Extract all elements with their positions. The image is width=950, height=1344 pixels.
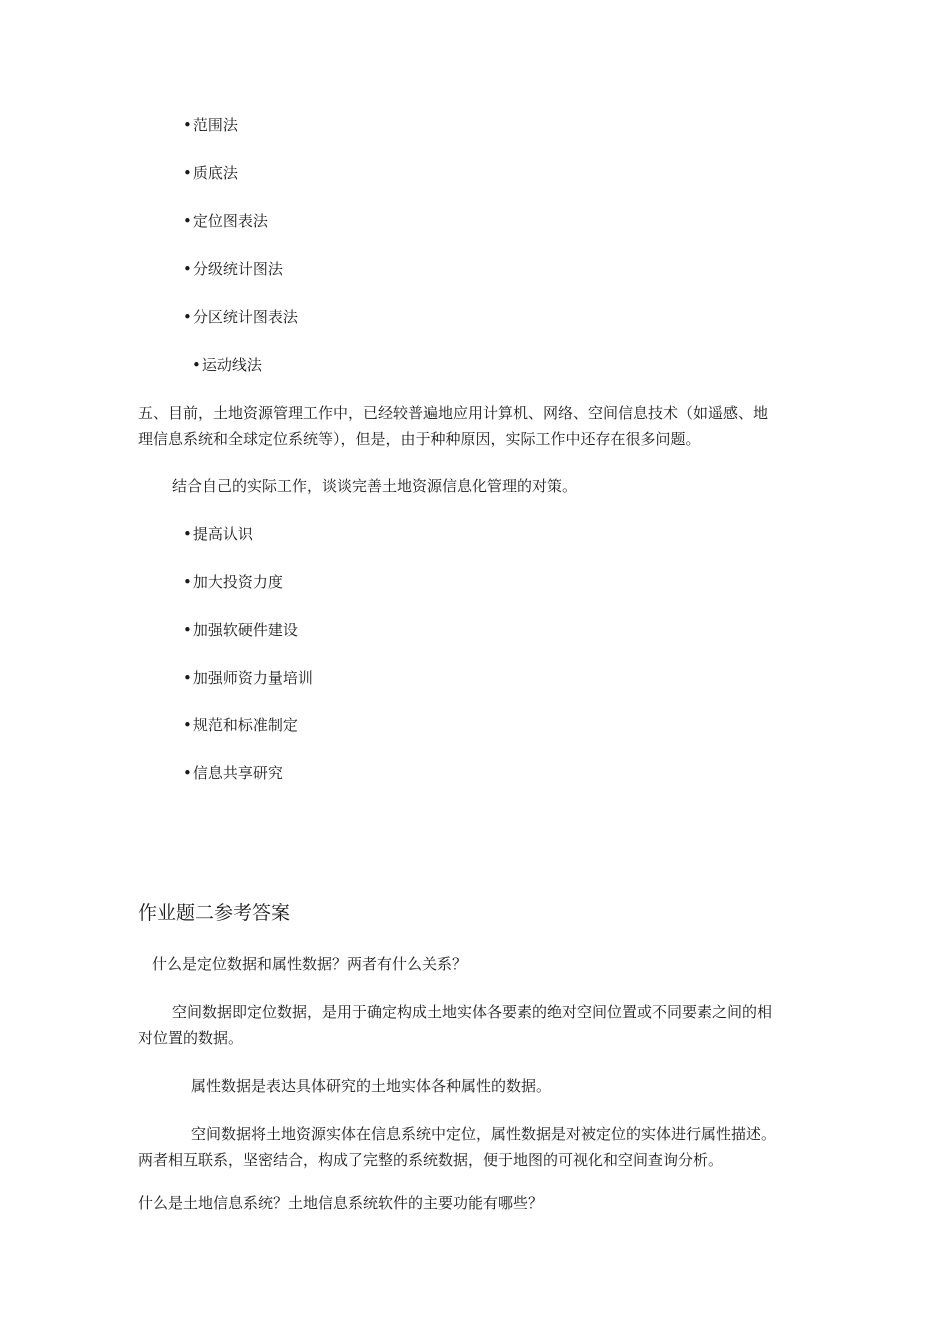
list-item: • 加大投资力度 — [183, 572, 283, 592]
question-2: 什么是土地信息系统？土地信息系统软件的主要功能有哪些？ — [138, 1194, 544, 1212]
paragraph-2: 属性数据是表达具体研究的土地实体各种属性的数据。 — [191, 1077, 552, 1095]
question-five-prompt: 结合自己的实际工作，谈谈完善土地资源信息化管理的对策。 — [172, 477, 578, 495]
list-item: • 加强软硬件建设 — [183, 620, 298, 640]
list-item: • 提高认识 — [183, 524, 253, 544]
list-item: • 信息共享研究 — [183, 763, 283, 783]
list-item: • 质底法 — [183, 163, 238, 183]
list-item: • 分区统计图表法 — [183, 307, 298, 327]
paragraph-1-line-1: 空间数据即定位数据，是用于确定构成土地实体各要素的绝对空间位置或不同要素之间的相 — [172, 1003, 773, 1021]
question-1: 什么是定位数据和属性数据？两者有什么关系？ — [152, 955, 468, 973]
question-five-line-1: 五、目前，土地资源管理工作中，已经较普遍地应用计算机、网络、空间信息技术（如遥感、地 — [138, 404, 769, 422]
list-item: • 范围法 — [183, 115, 238, 135]
list-item: • 分级统计图法 — [183, 259, 283, 279]
paragraph-1-line-2: 对位置的数据。 — [138, 1029, 244, 1047]
paragraph-3-line-2: 两者相互联系，坚密结合，构成了完整的系统数据，便于地图的可视化和空间查询分析。 — [138, 1151, 724, 1169]
question-five-line-2: 理信息系统和全球定位系统等），但是，由于种种原因，实际工作中还存在很多问题。 — [138, 430, 701, 448]
paragraph-3-line-1: 空间数据将土地资源实体在信息系统中定位，属性数据是对被定位的实体进行属性描述。 — [191, 1125, 777, 1143]
section-title: 作业题二参考答案 — [138, 902, 291, 924]
list-item: • 规范和标准制定 — [183, 715, 298, 735]
list-item: • 加强师资力量培训 — [183, 668, 313, 688]
list-item: • 定位图表法 — [183, 211, 268, 231]
list-item: • 运动线法 — [192, 355, 262, 375]
